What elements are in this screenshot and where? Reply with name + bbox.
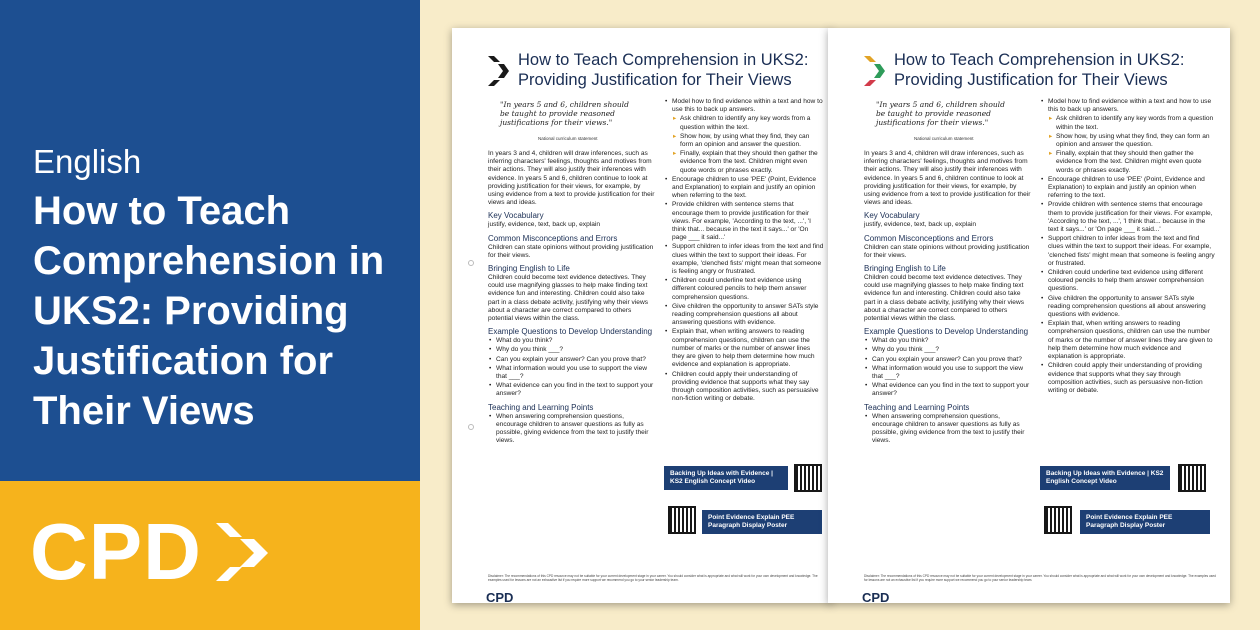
- quote-source: National curriculum statement: [914, 136, 974, 141]
- list-item: • Children could underline text evidence using different coloured pencils to help them answer comprehension questions.: [1048, 269, 1216, 294]
- qr-code-icon: [794, 464, 822, 492]
- document-preview-front: [828, 28, 1230, 603]
- list-item: • Can you explain your answer? Can you prove that?: [496, 356, 656, 364]
- curriculum-quote: "In years 5 and 6, children should be taught to provide reasoned justifications for their views.": [500, 100, 629, 127]
- list-item: • Children could underline text evidence using different coloured pencils to help them answer comprehension questions.: [672, 277, 824, 302]
- list-item: ▸ Finally, explain that they should then gather the evidence from the text. Children might even quote words or phrases exactly.: [1048, 150, 1216, 175]
- document-title: How to Teach Comprehension in UKS2: Providing Justification for Their Views: [518, 51, 809, 89]
- list-item: • Why do you think ___?: [872, 346, 1032, 354]
- curriculum-quote: "In years 5 and 6, children should be taught to provide reasoned justifications for their views.": [876, 100, 1005, 127]
- disclaimer: Disclaimer: The recommendations of this CPD resource may not be suitable for your current development stage in your career. You should consider what is appropriate and what will work for your own development and knowledge. The examples used for lessons are not an exhaustive list if you require more support we recommend you go to your senior leadership team.: [488, 574, 818, 582]
- list-item: • When answering comprehension questions, encourage children to answer questions as fully as possible, giving evidence from the text to justify their views.: [872, 413, 1032, 446]
- chevron-right-icon: [486, 54, 510, 88]
- list-item: • Explain that, when writing answers to reading comprehension questions, children can use the number of marks or the number of answer lines they are given to help them determine how much evidence and explanation is appropriate.: [672, 328, 824, 369]
- list-item: • Support children to infer ideas from the text and find clues within the text to support their ideas. For example, 'clenched fists' might mean that someone is feeling angry or frustrated.: [1048, 235, 1216, 268]
- list-item: ▸ Ask children to identify any key words from a question within the text.: [672, 115, 824, 131]
- document-preview-back: [452, 28, 832, 603]
- list-item: • What do you think?: [496, 337, 656, 345]
- quote-source: National curriculum statement: [538, 136, 598, 141]
- list-item: • Children could apply their understanding of providing evidence that supports what they say through composition activities, such as persuasive non-fiction writing or debate.: [1048, 362, 1216, 395]
- disclaimer: Disclaimer: The recommendations of this CPD resource may not be suitable for your current development stage in your career. You should consider what is appropriate and what will work for your own development and knowledge. The examples used for lessons are not an exhaustive list if you require more support we recommend you go to your senior leadership team.: [864, 574, 1216, 582]
- list-item: ▸ Ask children to identify any key words from a question within the text.: [1048, 115, 1216, 131]
- list-item: • Model how to find evidence within a text and how to use this to back up answers.: [1048, 98, 1216, 114]
- resource-link-poster[interactable]: Point Evidence Explain PEE Paragraph Display Poster: [1080, 510, 1210, 534]
- list-item: • Can you explain your answer? Can you prove that?: [872, 356, 1032, 364]
- binder-ring: [468, 260, 474, 266]
- resource-link-poster[interactable]: Point Evidence Explain PEE Paragraph Display Poster: [702, 510, 822, 534]
- resource-link-video[interactable]: Backing Up Ideas with Evidence | KS2 English Concept Video: [664, 466, 788, 490]
- qr-code-icon: [668, 506, 696, 534]
- right-column: [664, 98, 824, 404]
- list-item: • What information would you use to support the view that ___?: [872, 365, 1032, 381]
- document-title: How to Teach Comprehension in UKS2: Providing Justification for Their Views: [894, 51, 1185, 89]
- chevron-right-icon: [212, 517, 272, 587]
- banner-title: How to Teach Comprehension in UKS2: Providing Justification for Their Views: [33, 189, 385, 433]
- qr-code-icon: [1178, 464, 1206, 492]
- list-item: • What evidence can you find in the text to support your answer?: [872, 382, 1032, 398]
- list-item: • Model how to find evidence within a text and how to use this to back up answers.: [672, 98, 824, 114]
- resource-link-video[interactable]: Backing Up Ideas with Evidence | KS2 English Concept Video: [1040, 466, 1170, 490]
- list-item: • Why do you think ___?: [496, 346, 656, 354]
- list-item: ▸ Show how, by using what they find, they can form an opinion and answer the question.: [672, 133, 824, 149]
- footer-cpd-logo: CPD: [862, 590, 890, 603]
- list-item: • Provide children with sentence stems that encourage them to provide justification for their views. For example, 'According to the text, ...', 'I think that... because in the text it says...' or 'On page ___ it said...': [672, 201, 824, 242]
- right-column: [1040, 98, 1216, 396]
- qr-code-icon: [1044, 506, 1072, 534]
- list-item: • When answering comprehension questions, encourage children to answer questions as fully as possible, giving evidence from the text to justify their views.: [496, 413, 656, 446]
- list-item: • Encourage children to use 'PEE' (Point, Evidence and Explanation) to explain and justify an opinion when referring to the text.: [1048, 176, 1216, 201]
- left-column: In years 3 and 4, children will draw inferences, such as inferring characters' feelings, thoughts and motives from their actions. They will also justify their inferences with evidence. In years 5 and 6, children continue to look at providing justification for their views, for example, by using evidence from a text to provide justification for their views and ideas. Key Vocabulary justify, evidence, text, back up, explain Common Misconceptions and Errors Children can state opinions without providing justification for their views. Bringing English to Life Children could become text evidence detectives. They could use magnifying glasses to help make finding text evidence fun and interesting. Children could also take part in a class debate activity, justifying why their views about a character are correct compared to others potential views within the class. Example Questions to Develop Understanding • What do you think? • Why do you think ___? • Can you explain your answer? Can you prove that? • What information would you use to support the view that ___? • What evidence can you find in the text to support your answer? Teaching and Learning Points • When answering comprehension questions, encourage children to answer questions as fully as possible, giving evidence from the text to justify their views.: [864, 150, 1032, 446]
- binder-ring: [468, 424, 474, 430]
- footer-cpd-logo: CPD: [486, 590, 514, 603]
- left-column: In years 3 and 4, children will draw inferences, such as inferring characters' feelings, thoughts and motives from their actions. They will also justify their inferences with evidence. In years 5 and 6, children continue to look at providing justification for their views, for example, by using evidence from a text to provide justification for their views and ideas. Key Vocabulary justify, evidence, text, back up, explain Common Misconceptions and Errors Children can state opinions without providing justification for their views. Bringing English to Life Children could become text evidence detectives. They could use magnifying glasses to help make finding text evidence fun and interesting. Children could also take part in a class debate activity, justifying why their views about a character are correct compared to others potential views within the class. Example Questions to Develop Understanding • What do you think? • Why do you think ___? • Can you explain your answer? Can you prove that? • What information would you use to support the view that ___? • What evidence can you find in the text to support your answer? Teaching and Learning Points • When answering comprehension questions, encourage children to answer questions as fully as possible, giving evidence from the text to justify their views.: [488, 150, 656, 446]
- list-item: • Children could apply their understanding of providing evidence that supports what they say through composition activities, such as persuasive non-fiction writing or debate.: [672, 371, 824, 404]
- chevron-right-icon: [862, 54, 886, 88]
- list-item: • What do you think?: [872, 337, 1032, 345]
- list-item: • Give children the opportunity to answer SATs style reading comprehension questions all about answering questions with evidence.: [1048, 295, 1216, 320]
- cpd-logo: [30, 507, 272, 597]
- list-item: • Give children the opportunity to answer SATs style reading comprehension questions all about answering questions with evidence.: [672, 303, 824, 328]
- list-item: • Support children to infer ideas from the text and find clues within the text to support their ideas. For example, 'clenched fists' might mean that someone is feeling angry or frustrated.: [672, 243, 824, 276]
- list-item: • What information would you use to support the view that ___?: [496, 365, 656, 381]
- list-item: • Provide children with sentence stems that encourage them to provide justification for their views. For example, 'According to the text, ...', 'I think that... because in the text it says...' or 'On page ___ it said...': [1048, 201, 1216, 234]
- list-item: • Explain that, when writing answers to reading comprehension questions, children can use the number of marks or the number of answer lines they are given to help them determine how much evidence and explanation is appropriate.: [1048, 320, 1216, 361]
- list-item: ▸ Finally, explain that they should then gather the evidence from the text. Children might even quote words or phrases exactly.: [672, 150, 824, 175]
- cpd-logo-text: CPD: [30, 507, 202, 596]
- list-item: • What evidence can you find in the text to support your answer?: [496, 382, 656, 398]
- list-item: ▸ Show how, by using what they find, they can form an opinion and answer the question.: [1048, 133, 1216, 149]
- list-item: • Encourage children to use 'PEE' (Point, Evidence and Explanation) to explain and justify an opinion when referring to the text.: [672, 176, 824, 201]
- subject-label: English: [33, 143, 142, 180]
